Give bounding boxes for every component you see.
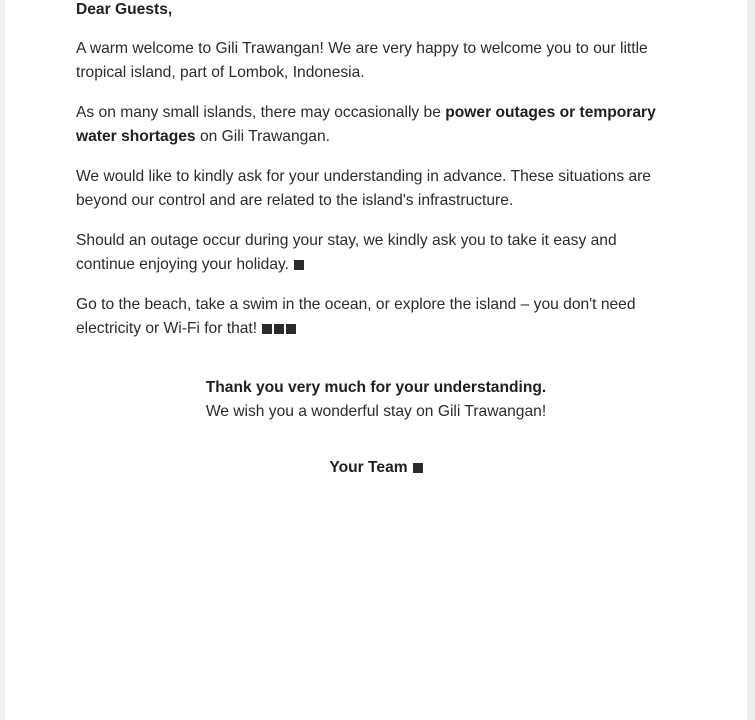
signature [76,456,676,480]
relax-text: Should an outage occur during your stay, we kindly ask you to take it easy and continue enjoying your holiday. [76,232,617,273]
outage-emphasis: power outages or temporary water shortages [76,104,656,145]
welcome-paragraph: A warm welcome to Gili Trawangan! We are very happy to welcome you to our little tropical island, part of Lombok, Indonesia. [76,40,648,81]
outage-text-end: on Gili Trawangan. [195,128,330,145]
letter-body [76,0,676,476]
beach-text: Go to the beach, take a swim in the ocean, or explore the island – you don't need electricity or Wi-Fi for that! [76,296,636,337]
emoji-placeholder-icon [262,324,272,334]
outage-text-start: As on many small islands, there may occasionally be [76,104,446,121]
outage-paragraph [76,101,676,149]
emoji-placeholder-icon [274,324,284,334]
emoji-placeholder-icon [286,324,296,334]
signature-text: Your Team [329,459,408,476]
emoji-placeholder-icon [294,260,304,270]
page-edge [747,0,755,720]
understanding-paragraph: We would like to kindly ask for your understanding in advance. These situations are beyond our control and are related to the island's infrastructure. [76,168,651,209]
salutation: Dear Guests, [76,1,173,18]
emoji-placeholder-icon [413,463,423,473]
thanks-line: Thank you very much for your understanding. [205,379,547,396]
beach-paragraph [76,293,676,341]
wish-line: We wish you a wonderful stay on Gili Trawangan! [205,403,547,420]
relax-paragraph [76,229,676,277]
